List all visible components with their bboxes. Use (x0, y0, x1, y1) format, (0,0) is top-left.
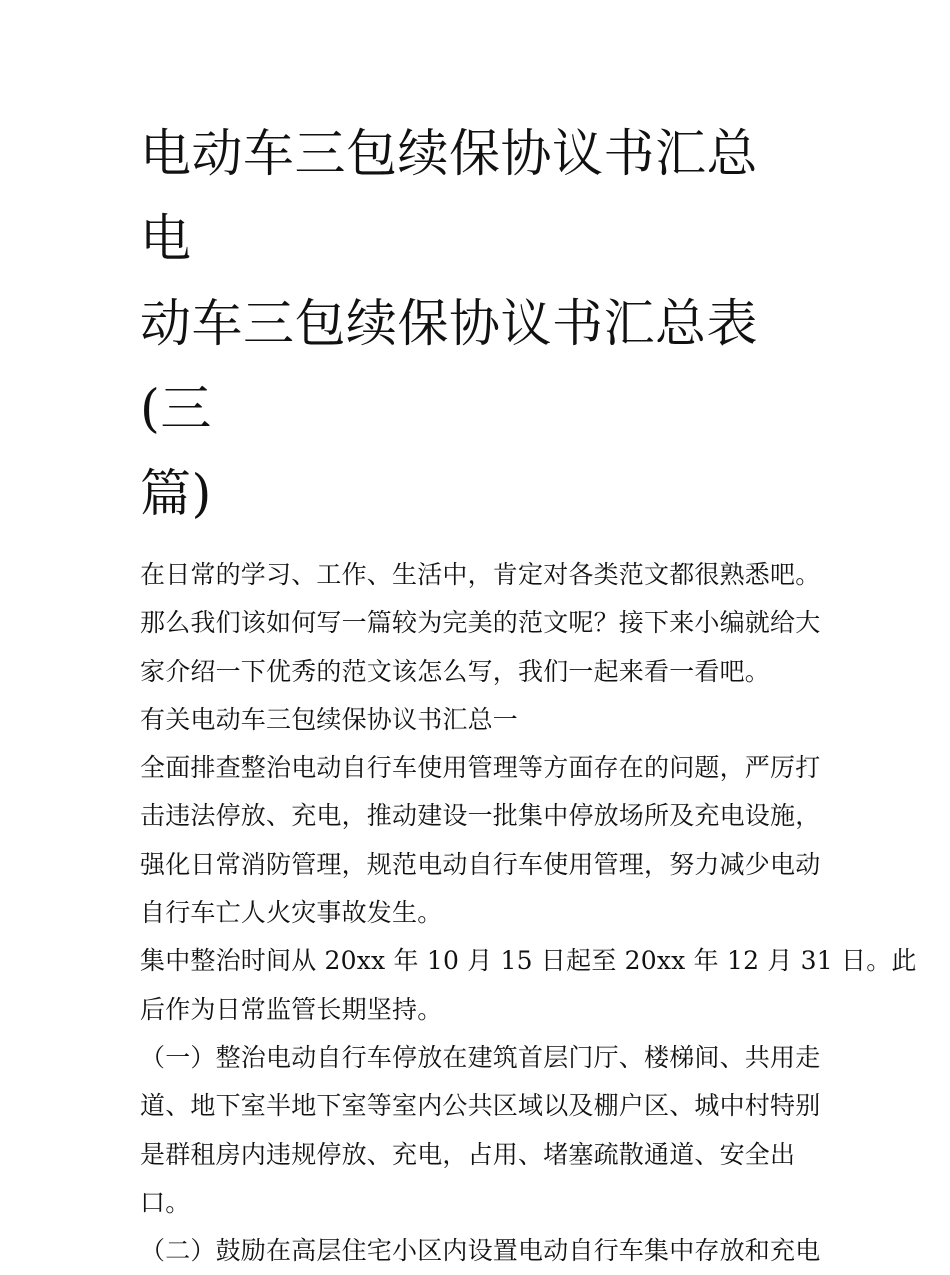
schedule-paragraph (140, 937, 917, 1034)
text-line: 全面排查整治电动自行车使用管理等方面存在的问题，严厉打 (140, 753, 821, 783)
text-line: 是群租房内违规停放、充电，占用、堵塞疏散通道、安全出 (140, 1139, 796, 1169)
title-line: 电动车三包续保协议书汇总 电 (140, 125, 759, 269)
text-line: 后作为日常监管长期坚持。 (140, 994, 443, 1024)
intro-paragraph (140, 551, 821, 696)
text-line: 强化日常消防管理，规范电动自行车使用管理，努力减少电动 (140, 849, 821, 879)
document-title (140, 112, 815, 537)
text-line: 道、地下室半地下室等室内公共区域以及棚户区、城中村特别 (140, 1091, 821, 1121)
title-line: 篇) (140, 465, 212, 524)
document-body (140, 551, 917, 1275)
text-line: （一）整治电动自行车停放在建筑首层门厅、楼梯间、共用走 (140, 1042, 821, 1072)
text-line: 家介绍一下优秀的范文该怎么写，我们一起来看一看吧。 (140, 656, 771, 686)
text-line: 口。 (140, 1187, 191, 1217)
text-line: 那么我们该如何写一篇较为完美的范文呢？接下来小编就给大 (140, 608, 821, 638)
text-line: 有关电动车三包续保协议书汇总一 (140, 704, 519, 734)
item-one-paragraph (140, 1034, 821, 1227)
title-line: 动车三包续保协议书汇总表(三 (140, 295, 759, 439)
text-line: 集中整治时间从 20xx 年 10 月 15 日起至 20xx 年 12 月 31 日。此 (140, 946, 917, 976)
text-line: （二）鼓励在高层住宅小区内设置电动自行车集中存放和充电 (140, 1236, 821, 1266)
item-two-paragraph (140, 1227, 821, 1275)
goal-paragraph (140, 744, 821, 937)
document-page (140, 112, 917, 1275)
text-line: 在日常的学习、工作、生活中，肯定对各类范文都很熟悉吧。 (140, 560, 821, 589)
text-line: 击违法停放、充电，推动建设一批集中停放场所及充电设施， (140, 801, 821, 831)
section-heading (140, 696, 815, 744)
text-line: 自行车亡人火灾事故发生。 (140, 898, 443, 928)
